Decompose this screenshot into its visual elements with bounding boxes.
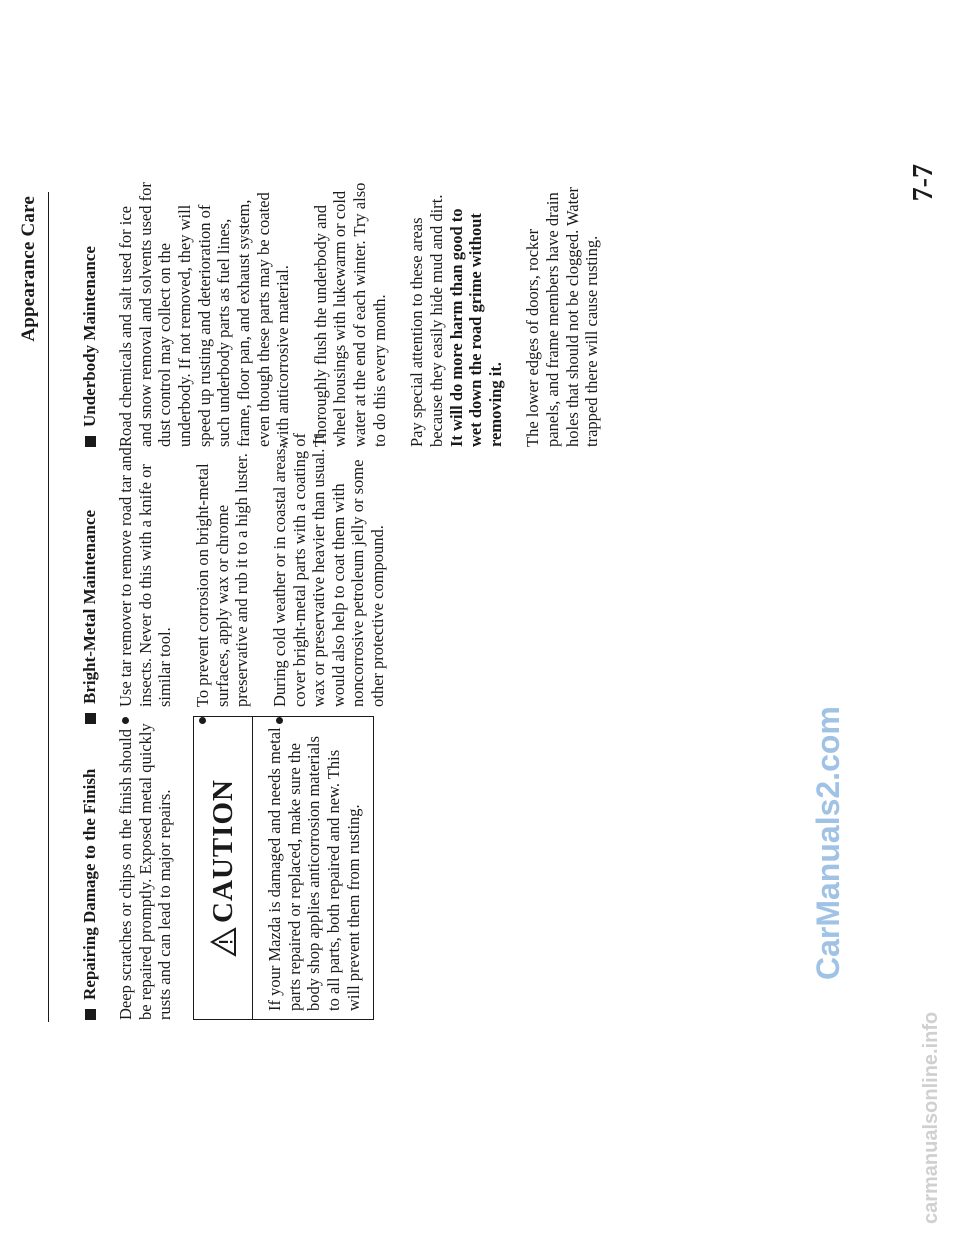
caution-header bbox=[194, 717, 253, 1019]
square-bullet-icon bbox=[85, 713, 96, 724]
heading-text: Bright-Metal Maintenance bbox=[80, 509, 99, 704]
heading-underbody bbox=[80, 182, 100, 447]
bullet-dot-icon bbox=[199, 717, 206, 724]
bullet-item bbox=[116, 424, 175, 724]
heading-repairing-damage bbox=[80, 720, 100, 1020]
heading-text: Underbody Maintenance bbox=[80, 246, 99, 427]
column-underbody bbox=[80, 182, 620, 447]
square-bullet-icon bbox=[85, 1009, 96, 1020]
bullet-item bbox=[270, 424, 388, 724]
footer-site-text: carmanualsonline.info bbox=[920, 1011, 942, 1224]
watermark-logo: CarManuals2.com bbox=[810, 706, 846, 980]
page-number: 7-7 bbox=[908, 164, 939, 202]
caution-box bbox=[193, 716, 374, 1020]
bullet-dot-icon bbox=[122, 717, 129, 724]
underbody-paragraph-3-emphasis: It will do more harm than good to wet down the road grime without removing it. bbox=[446, 208, 505, 447]
caution-body: If your Mazda is damaged and needs metal parts repaired or replaced, make sure the body shop applies anticorrosion materials to all parts, both repaired and new. This will prevent them from rusting. bbox=[265, 727, 363, 1011]
column-bright-metal bbox=[80, 424, 406, 724]
bullet-text: To prevent corrosion on bright-metal surfaces, apply wax or chrome preservative and rub it to a high luster. bbox=[193, 453, 252, 707]
header-rule bbox=[48, 192, 49, 1022]
bullet-text: During cold weather or in coastal areas, cover bright-metal parts with a coating of wax or preservative heavier than usual. It would also help to coat them with noncorrosive petroleum jelly or some other protective compound. bbox=[269, 433, 388, 707]
underbody-paragraph-2: Thoroughly flush the underbody and wheel housings with lukewarm or cold water at the end of each winter. Try also to do this every month. bbox=[310, 182, 389, 447]
caution-title: CAUTION bbox=[206, 779, 239, 923]
underbody-paragraph-3-lead: Pay special attention to these areas because they easily hide mud and dirt. bbox=[407, 194, 446, 447]
bullet-item bbox=[193, 424, 252, 724]
column-repairing bbox=[80, 720, 374, 1020]
underbody-paragraph-3 bbox=[407, 182, 505, 447]
section-title: Appearance Care bbox=[18, 196, 39, 342]
underbody-paragraph-4: The lower edges of doors, rocker panels, and frame members have drain holes that should not be clogged. Water trapped there will cause rusting. bbox=[523, 186, 602, 447]
bullet-text: Use tar remover to remove road tar and insects. Never do this with a knife or similar tool. bbox=[116, 447, 175, 707]
repairing-paragraph: Deep scratches or chips on the finish should be repaired promptly. Exposed metal quickly rusts and can lead to major repairs. bbox=[116, 723, 175, 1020]
square-bullet-icon bbox=[85, 436, 96, 447]
heading-text: Repairing Damage to the Finish bbox=[80, 768, 99, 1000]
warning-triangle-icon bbox=[210, 927, 237, 957]
heading-bright-metal bbox=[80, 424, 100, 724]
bullet-dot-icon bbox=[276, 717, 283, 724]
underbody-paragraph-1: Road chemicals and salt used for ice and snow removal and solvents used for dust control may collect on the underbody. If not removed, they will speed up rusting and deterioration of such underbody parts as fuel lines, frame, floor pan, and exhaust system, even though these parts may be coated with anticorrosive material. bbox=[116, 182, 293, 447]
